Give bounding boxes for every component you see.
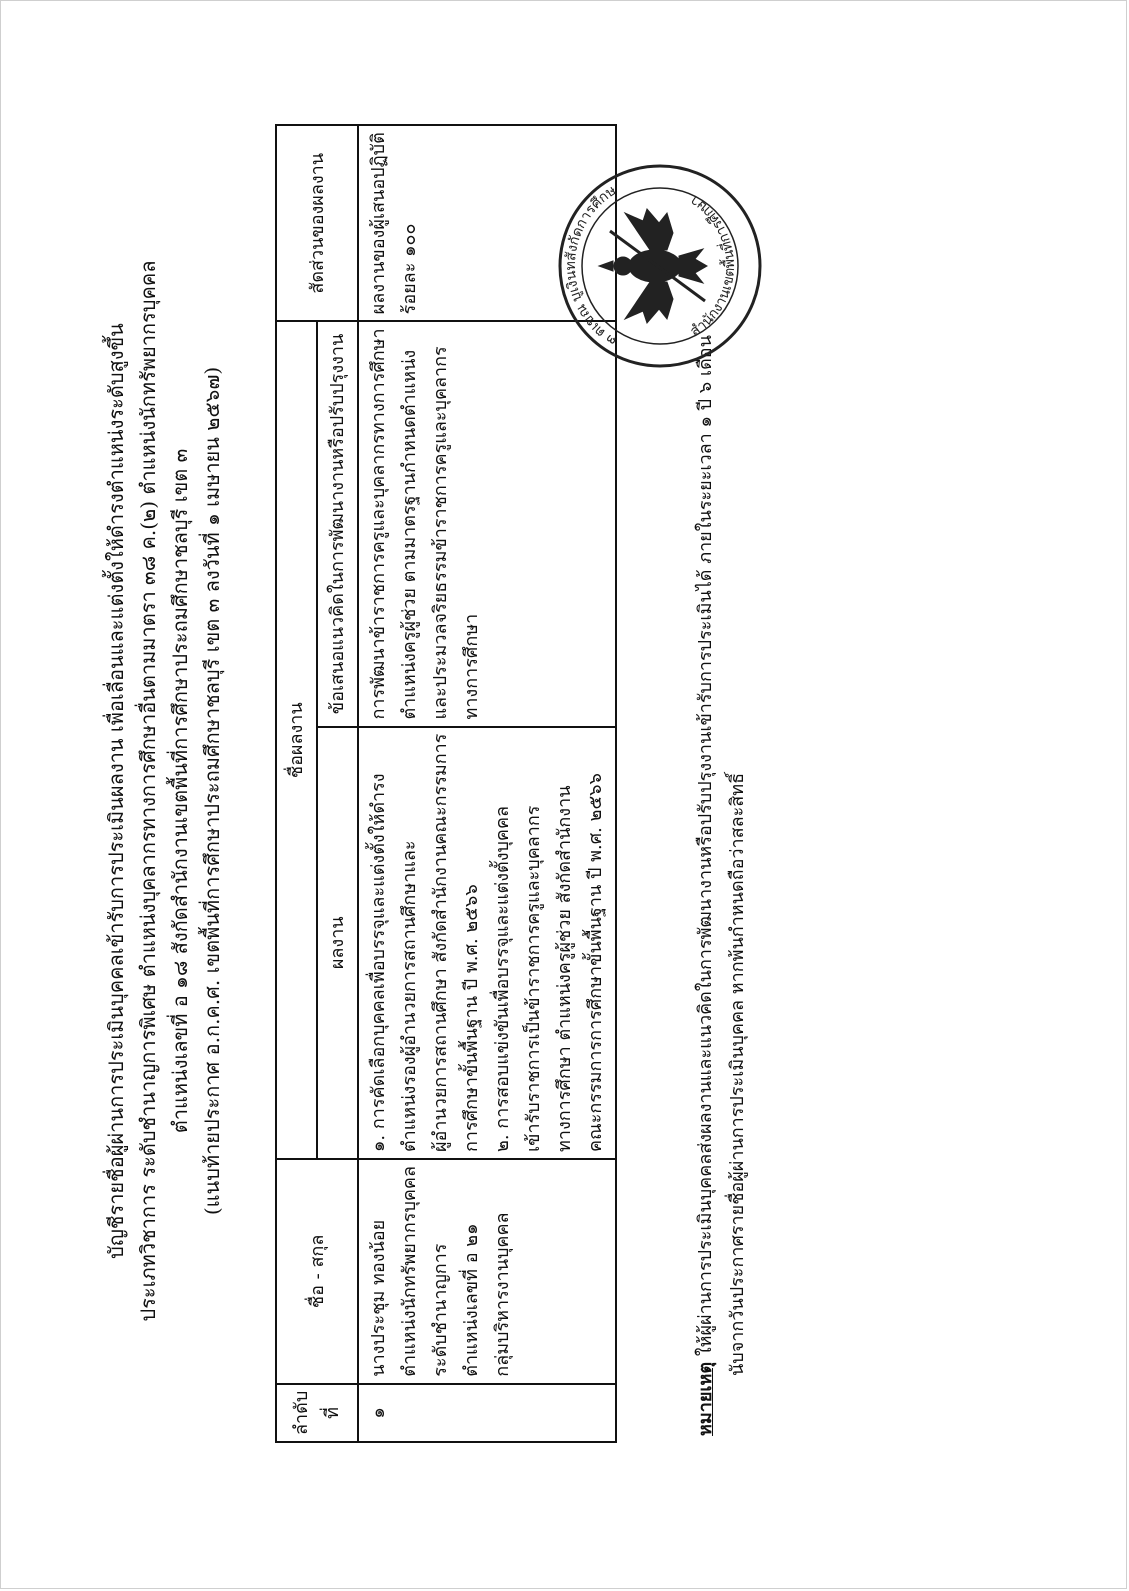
work-line: การศึกษาขั้นพื้นฐาน ปี พ.ศ. ๒๕๖๖ (461, 884, 482, 1153)
work-line: ทางการศึกษา ตำแหน่งครูผู้ช่วย สังกัดสำนักงาน (554, 785, 575, 1153)
work-line: ๑. การคัดเลือกบุคคลเพื่อบรรจุและแต่งตั้งให้ดำรง (368, 773, 389, 1153)
work-line: ๒. การสอบแข่งขันเพื่อบรรจุและแต่งตั้งบุคคล (492, 805, 513, 1153)
work-line: ผู้อำนวยการสถานศึกษา สังกัดสำนักงานคณะกรรมการ (430, 733, 451, 1153)
col-header-no: ลำดับที่ (276, 1384, 358, 1442)
seal-bottom-text: สำนักงานเขตพื้นที่การศึกษา (686, 193, 738, 340)
col-header-work: ผลงาน (317, 727, 358, 1159)
name-line: ตำแหน่งนักทรัพยากรบุคคล (399, 1166, 420, 1377)
work-line: คณะกรรมการการศึกษาขั้นพื้นฐาน ปี พ.ศ. ๒๕๖๖ (585, 773, 606, 1153)
work-line: ตำแหน่งรองผู้อำนวยการสถานศึกษาและ (399, 840, 420, 1153)
seal-top-text: ๓ ตเขณ บูเงินทสังกัดการศึกษ (561, 181, 619, 351)
document-header (100, 141, 228, 1441)
cell-work (358, 727, 616, 1159)
footnote-text-1: ให้ผู้ผ่านการประเมินบุคคลส่งผลงานและแนวคิดในการพัฒนางานหรือปรับปรุงงานเข้ารับการประเมินได้ ภายในระยะเวลา ๑ ปี ๖ เดือน (695, 335, 716, 1362)
name-line: ระดับชำนาญการ (430, 1243, 451, 1377)
share-line: ร้อยละ ๑๐๐ (399, 223, 420, 315)
idea-line: และประมวลจริยธรรมข้าราชการครูและบุคลากร (430, 346, 451, 720)
work-line: เข้ารับราชการเป็นข้าราชการครูและบุคลากร (523, 805, 544, 1153)
footnote-label: หมายเหตุ (695, 1361, 716, 1436)
official-seal-icon (555, 161, 765, 371)
idea-line: การพัฒนาข้าราชการครูและบุคลากรทางการศึกษา (368, 328, 389, 720)
col-header-share: สัดส่วนของผลงาน (276, 125, 358, 321)
name-line: กลุ่มบริหารงานบุคคล (492, 1212, 513, 1377)
footnote-line-2: นับจากวันประกาศรายชื่อผู้ผ่านการประเมินบุคคล หากพ้นกำหนดถือว่าสละสิทธิ์ (727, 772, 748, 1376)
cell-name (358, 1159, 616, 1384)
cell-no: ๑ (358, 1384, 616, 1442)
header-line-2: ประเภทวิชาการ ระดับชำนาญการพิเศษ ตำแหน่งบุคลากรทางการศึกษาอื่นตามมาตรา ๓๘ ค.(๒) ตำแหน่งนักทรัพยากรบุคคล (136, 260, 160, 1322)
idea-line: ทางการศึกษา (461, 613, 482, 720)
col-header-name: ชื่อ - สกุล (276, 1159, 358, 1384)
cell-idea (358, 321, 616, 726)
header-line-1: บัญชีรายชื่อผู้ผ่านการประเมินบุคคลเข้ารับการประเมินผลงาน เพื่อเลื่อนและแต่งตั้งให้ดำรงตำแหน่งระดับสูงขึ้น (104, 323, 128, 1259)
share-line: ผลงานของผู้เสนอปฏิบัติ (368, 132, 389, 315)
name-line: ตำแหน่งเลขที่ อ ๒๑ (461, 1223, 482, 1377)
col-header-work-group: ชื่อผลงาน (276, 321, 317, 1159)
name-line: นางประชุม ทองน้อย (368, 1219, 389, 1377)
header-line-3: ตำแหน่งเลขที่ อ ๑๘ สังกัดสำนักงานเขตพื้นที่การศึกษาประถมศึกษาชลบุรี เขต ๓ (168, 448, 192, 1134)
idea-line: ตำแหน่งครูผู้ช่วย ตามมาตรฐานกำหนดตำแหน่ง (399, 349, 420, 720)
header-line-4: (แนบท้ายประกาศ อ.ก.ค.ศ. เขตพื้นที่การศึกษาประถมศึกษาชลบุรี เขต ๓ ลงวันที่ ๑ เมษายน ๒๕๖๗) (200, 366, 224, 1216)
col-header-idea: ข้อเสนอแนวคิดในการพัฒนางานหรือปรับปรุงงาน (317, 321, 358, 726)
